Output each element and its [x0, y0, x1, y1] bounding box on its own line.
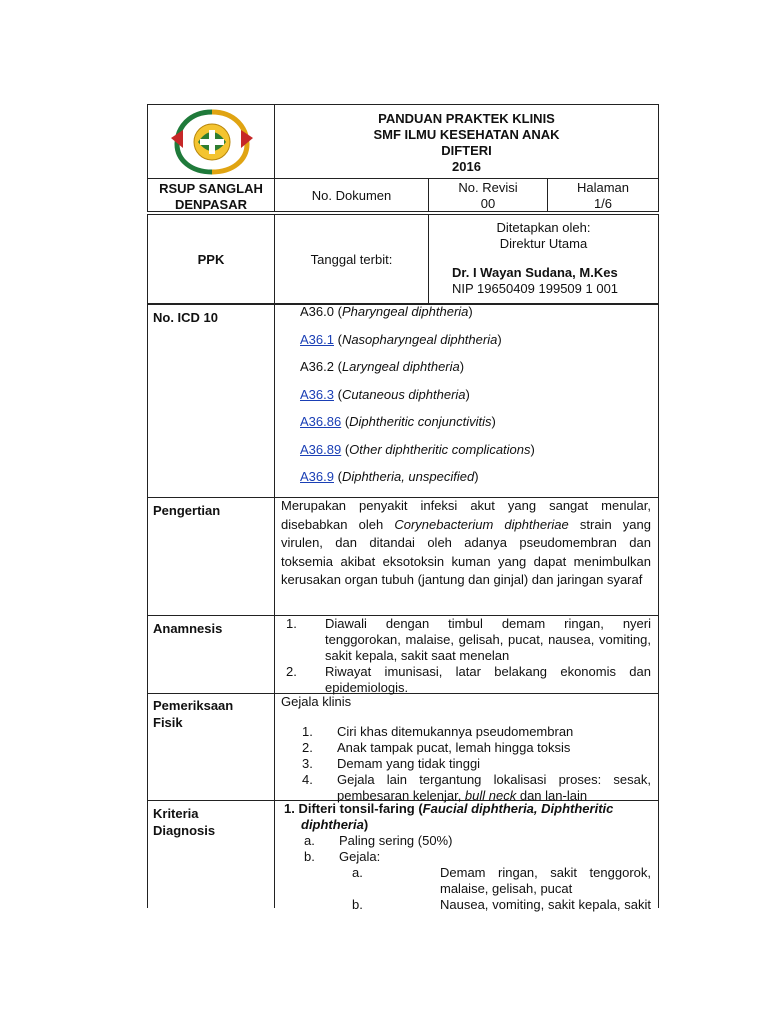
director-nip: NIP 19650409 199509 1 001 — [452, 281, 619, 296]
diagnosis-criteria-content — [284, 801, 651, 913]
anamnesis-item: 2. Riwayat imunisasi, latar belakang ekonomis dan epidemiologis. — [286, 664, 651, 695]
doc-number-cell — [274, 178, 429, 212]
anamnesis-item: 1. Diawali dengan timbul demam ringan, nyeri tenggorokan, malaise, gelisah, pucat, nausea, vomiting, sakit kepala, sakit saat menelan — [286, 616, 651, 663]
physical-exam-label-line-2: Fisik — [153, 715, 183, 730]
issue-date-cell — [274, 214, 429, 304]
physical-exam-item4-post: dan lan-lain — [516, 788, 588, 803]
icd-item: A36.1 (Nasopharyngeal diphtheria) — [300, 331, 502, 347]
icd-description: Laryngeal diphtheria — [341, 359, 460, 374]
diagnosis-criteria-label-line-1: Kriteria — [153, 806, 199, 821]
icd-description: Cutaneous diphtheria — [341, 386, 466, 402]
doc-title-line-2: SMF ILMU KESEHATAN ANAK — [373, 127, 560, 142]
criteria-heading-pre: 1. Difteri tonsil-faring ( — [284, 801, 423, 816]
hospital-name-cell — [147, 178, 275, 212]
physical-exam-content — [281, 694, 651, 804]
definition-organism: Corynebacterium diphtheriae — [394, 516, 569, 532]
page-value: 1/6 — [593, 196, 613, 211]
anamnesis-label: Anamnesis — [153, 621, 223, 636]
ppk-cell — [147, 214, 275, 304]
criteria-item-b-text: Gejala: — [339, 849, 381, 864]
definition-label: Pengertian — [153, 503, 221, 518]
criteria-item-a-text: Paling sering (50%) — [339, 833, 453, 848]
icd-item: A36.89 (Other diphtheritic complications) — [300, 441, 535, 457]
anamnesis-item-text: Diawali dengan timbul demam ringan, nyeri tenggorokan, malaise, gelisah, pucat, nausea, vomiting, sakit kepala, sakit saat menelan — [325, 616, 651, 663]
definition-text — [281, 497, 651, 590]
revision-cell — [428, 178, 548, 212]
icd-item: A36.2 (Laryngeal diphtheria) — [300, 359, 465, 374]
physical-exam-item4-pre: Gejala lain tergantung lokalisasi proses: sesak, pembesaran kelenjar, — [337, 772, 651, 803]
table-right-border — [658, 304, 659, 908]
criteria-heading-post: ) — [363, 817, 369, 832]
approved-by-label: Ditetapkan oleh: — [496, 220, 591, 235]
icd-code-link[interactable]: A36.89 — [300, 441, 342, 457]
doc-number-label: No. Dokumen — [311, 188, 392, 203]
physical-exam-intro: Gejala klinis — [281, 694, 352, 709]
icd-description: Nasopharyngeal diphtheria — [341, 331, 498, 347]
anamnesis-item-text: Riwayat imunisasi, latar belakang ekonomis dan epidemiologis. — [325, 664, 651, 695]
icd-code-link[interactable]: A36.86 — [300, 414, 342, 429]
physical-exam-item-text — [324, 772, 651, 804]
doc-title-line-3: DIFTERI — [441, 143, 492, 158]
physical-exam-label — [153, 697, 233, 731]
approval-cell — [428, 214, 659, 304]
revision-label: No. Revisi — [458, 180, 518, 195]
criteria-item-b: b. Gejala: — [284, 849, 651, 865]
definition-pre: Merupakan penyakit infeksi akut yang sangat menular, disebabkan oleh — [281, 498, 651, 532]
icd-description: Pharyngeal diphtheria — [341, 304, 469, 319]
director-title: Direktur Utama — [499, 236, 588, 251]
header-title-cell — [274, 104, 659, 179]
physical-exam-item: 3. Demam yang tidak tinggi — [281, 756, 651, 772]
director-name: Dr. I Wayan Sudana, M.Kes — [452, 265, 618, 280]
icd-description: Diphtheria, unspecified — [341, 469, 475, 484]
revision-value: 00 — [480, 196, 496, 211]
icd-item: A36.9 (Diphtheria, unspecified) — [300, 469, 479, 484]
page-cell — [547, 178, 659, 212]
doc-title-line-4: 2016 — [452, 159, 481, 174]
physical-exam-item-text: Anak tampak pucat, lemah hingga toksis — [337, 740, 571, 755]
table-left-border — [147, 304, 148, 908]
definition-post: strain yang virulen, dan ditandai oleh adanya pseudomembran dan toksemia akibat eksotoksin kuman yang dapat menimbulkan kerusakan organ tubuh (jantung dan ginjal) dan jaringan syaraf — [281, 516, 651, 587]
icd-item: A36.0 (Pharyngeal diphtheria) — [300, 304, 473, 319]
physical-exam-item: 4. Gejala lain tergantung lokalisasi proses: sesak, pembesaran kelenjar, bull neck dan lan-lain — [302, 772, 651, 803]
icd-description: Other diphtheritic complications — [349, 441, 531, 457]
criteria-subitem-b-text: Nausea, vomiting, sakit kepala, sakit — [440, 897, 651, 912]
icd-code: A36.2 — [300, 359, 334, 374]
icd-label: No. ICD 10 — [153, 310, 219, 325]
physical-exam-item-text: Ciri khas ditemukannya pseudomembran — [337, 724, 574, 739]
ppk-label: PPK — [197, 252, 225, 267]
icd-code-link[interactable]: A36.3 — [300, 386, 334, 402]
physical-exam-label-line-1: Pemeriksaan — [153, 698, 234, 713]
header-logo-cell — [147, 104, 275, 179]
physical-exam-item: 2. Anak tampak pucat, lemah hingga toksis — [281, 740, 651, 756]
physical-exam-item: 1. Ciri khas ditemukannya pseudomembran — [281, 724, 651, 740]
criteria-heading — [284, 801, 651, 833]
physical-exam-item4-italic: bull neck — [464, 788, 517, 803]
page-label: Halaman — [576, 180, 630, 195]
criteria-subitem-a: a. Demam ringan, sakit tenggorok, malaise, gelisah, pucat — [352, 865, 651, 896]
icd-code-link[interactable]: A36.1 — [300, 331, 334, 347]
criteria-heading-italic: Faucial diphtheria, Diphtheritic diphtheria — [301, 801, 614, 832]
icd-item: A36.3 (Cutaneous diphtheria) — [300, 386, 470, 402]
diagnosis-criteria-label — [153, 805, 215, 839]
anamnesis-list — [281, 616, 651, 696]
doc-title-line-1: PANDUAN PRAKTEK KLINIS — [378, 111, 555, 126]
diagnosis-criteria-label-line-2: Diagnosis — [153, 823, 216, 838]
hospital-name-line-2: DENPASAR — [175, 197, 247, 212]
issue-date-label: Tanggal terbit: — [310, 252, 393, 267]
criteria-subitem-b: b. Nausea, vomiting, sakit kepala, sakit — [352, 897, 651, 912]
icd-code: A36.0 — [300, 304, 334, 319]
criteria-item-a: a. Paling sering (50%) — [284, 833, 651, 849]
icd-item: A36.86 (Diphtheritic conjunctivitis) — [300, 414, 496, 429]
icd-code-link[interactable]: A36.9 — [300, 469, 334, 484]
icd-description: Diphtheritic conjunctivitis — [349, 414, 492, 429]
hospital-name-line-1: RSUP SANGLAH — [159, 181, 263, 196]
physical-exam-item-text: Demam yang tidak tinggi — [337, 756, 481, 771]
criteria-subitem-a-text: Demam ringan, sakit tenggorok, malaise, gelisah, pucat — [440, 865, 651, 896]
table-column-divider — [274, 304, 275, 908]
hospital-logo — [169, 108, 255, 176]
